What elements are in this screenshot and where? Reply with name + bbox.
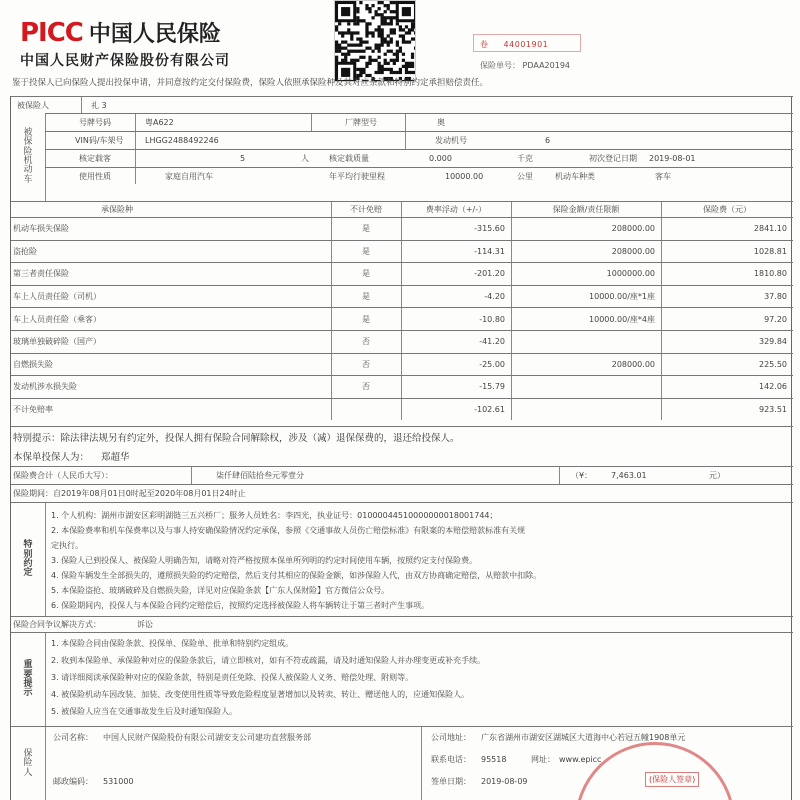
clause-line: 6. 保险期间内，投保人与本保险合同约定赔偿后，按照约定选择被保险人将车辆转让于第三者时产生事项。 [51,601,430,610]
vertical-label-char: 约 [23,559,33,569]
coverage-row [11,217,793,240]
dispute-row [11,616,793,632]
coverage-row [11,262,793,285]
clause-line: 1. 个人机构：湖州市湖安区彩明湖链三五兴桥厂；服务人员姓名：李四光，执业证号：01000044510000000018001744； [51,511,498,520]
tonnage-value: 0.000 [429,154,452,163]
coverage-amount [511,376,655,398]
coverage-rate: -114.31 [474,246,505,256]
plate-label: 号牌号码 [79,118,111,127]
coverage-row [11,240,793,263]
vin-label: VIN码/车架号 [75,136,124,145]
reg-date: 2019-08-01 [649,154,696,163]
logo-text: 中国人民保险 [88,22,221,47]
vertical-label-char: 被 [23,127,33,138]
coverage-rate: -315.60 [474,224,505,234]
clause-line: 2. 收到本保险单、承保险种对应的保险条款后，请立即核对，如有不符或疏漏，请及时通知保险人并办理变更或补充手续。 [51,656,486,665]
coverage-rate: -102.61 [474,405,505,415]
coverage-name: 自燃损失险 [13,359,53,369]
coverage-amount: 208000.00 [611,359,655,369]
coverage-deductible [331,399,401,421]
vertical-label-char: 动 [23,165,33,176]
coverage-rate: -10.80 [479,314,505,324]
coverage-premium: 329.84 [759,337,787,347]
vertical-label-char: 提 [23,679,33,689]
plate-value: 粤A622 [145,118,174,127]
coverage-amount: 10000.00/座*4座 [589,314,655,324]
vehicle-row-3 [45,149,793,167]
mileage-unit: 公里 [517,171,533,181]
reg-label: 初次登记日期 [589,154,637,163]
company-name: 中国人民财产保险股份有限公司 [20,53,230,69]
coverage-header-rate: 费率浮动（+/-） [425,205,487,214]
clause-line: 4. 保险车辆发生全部损失的，遵照损失险的约定赔偿，然后支付其相应的保险金额，如涉保险人代，由双方协商确定赔偿，从赔款中扣除。 [51,571,542,580]
policyholder-value: 郑超华 [101,452,130,463]
insurer-web: www.epicc [559,754,602,764]
insurer-sign-label: 签单日期： [431,776,471,786]
coverage-amount [511,399,655,421]
insurer-company-label: 公司名称： [53,732,93,742]
coverage-row [11,285,793,308]
coverage-name: 发动机涉水损失险 [13,382,77,392]
engine-value: 6 [545,136,551,145]
insured-row [11,96,793,113]
coverage-row [11,353,793,376]
coverage-deductible: 否 [362,382,370,392]
coverage-row [11,375,793,398]
insurer-label [11,727,45,800]
coverage-amount: 1000000.00 [606,269,655,279]
coverage-rate: -4.20 [484,292,505,302]
vertical-label-char: 险 [23,758,33,769]
vertical-label-char: 定 [23,568,33,579]
coverage-premium: 97.20 [764,314,787,324]
seats-unit: 人 [301,154,309,163]
vertical-label-char: 重 [23,660,33,671]
clause-line: 4. 被保险机动车因改装、加装、改变使用性质等导致危险程度显著增加以及转卖、转让、赠送他人的，应通知保险人。 [51,690,470,699]
important-tips-label [11,633,45,727]
logo-mark: PICC [20,18,83,48]
coverage-name: 机动车损失保险 [13,224,69,234]
insurance-period: 保险期间：自2019年08月01日0时起至2020年08月01日24时止 [13,489,246,498]
total-row [11,466,793,484]
coverage-premium: 225.50 [759,359,787,369]
insurer-phone: 95518 [481,754,507,764]
qr-code-icon [334,0,416,82]
coverage-header-deductible: 不计免赔 [350,205,382,214]
coverage-rate: -15.79 [479,382,505,392]
serial-number-box [473,34,581,52]
insured-label: 被保险人 [17,100,49,110]
vertical-label-char: 机 [23,156,33,166]
period-row [11,484,793,502]
insured-value: 礼 3 [91,100,107,110]
insurer-address-label: 公司地址： [431,732,471,742]
dispute-label: 保险合同争议解决方式： [13,620,101,629]
vertical-label-char: 保 [23,748,33,759]
coverage-name: 玻璃单独破碎险（国产） [13,337,101,347]
vehicle-row-2 [45,131,793,149]
vehicle-section-label [11,113,45,201]
vertical-label-char: 要 [23,669,33,680]
tonnage-unit: 千克 [517,154,533,163]
usage-label: 使用性质 [79,171,111,181]
serial-number: 44001901 [503,40,549,49]
insurer-address: 广东省湖州市湖安区湖城区大道海中心若冠五幢1908单元 [481,732,686,742]
usage-value: 家庭自用汽车 [165,171,213,181]
coverage-header-premium: 保险费（元） [703,205,751,214]
vin-value: LHGG2488492246 [145,136,219,145]
coverage-row [11,398,793,421]
clause-line: 2. 本保险费率和机车保费率以及与事人持安确保险情况约定承保，参照《交通事故人员伤亡赔偿标准》有限案的本赔偿赔款标准有关规 [51,526,526,535]
insurer-phone-label: 联系电话： [431,754,471,764]
policyholder-row [11,446,793,466]
coverage-row [11,307,793,330]
clause-line: 5. 被保险人应当在交通事故发生后及时通知保险人。 [51,707,238,716]
coverage-premium: 923.51 [759,405,787,415]
vertical-label-char: 人 [23,767,33,778]
coverage-name: 第三者责任保险 [13,269,69,279]
brand-label: 厂牌型号 [345,118,377,127]
coverage-premium: 2841.10 [753,224,787,234]
coverage-header-name: 承保险种 [101,205,133,214]
insurer-postal-label: 邮政编码： [53,776,93,786]
vehicle-row-1 [45,113,793,131]
coverage-premium: 37.80 [764,292,787,302]
clause-line: 1. 本保险合同由保险条款、投保单、保险单、批单和特别约定组成。 [51,639,294,648]
vertical-label-char: 险 [23,146,33,157]
insurer-sign-date: 2019-08-09 [481,776,528,786]
policy-notice: 鉴于投保人已向保险人提出投保申请，并同意按约定交付保险费，保险人依照承保险种及其对应条款和特别约定承担赔偿责任。 [12,78,489,88]
coverage-rate: -25.00 [479,359,505,369]
vertical-label-char: 特 [23,540,33,551]
seats-value: 5 [240,154,246,163]
policy-table [10,96,792,800]
coverage-name: 盗抢险 [13,246,37,256]
special-notice-row [11,426,793,446]
coverage-deductible: 否 [362,337,370,347]
insurer-web-label: 网址： [531,754,555,764]
coverage-header-row [11,201,793,217]
insurer-stamp-label: (保险人签章) [645,772,699,787]
coverage-premium: 142.06 [759,382,787,392]
insurer-company: 中国人民财产保险股份有限公司湖安支公司建功直营服务部 [103,732,311,742]
total-cn: 柒仟肆佰陆拾叁元零壹分 [216,471,304,480]
picc-logo [20,17,221,48]
coverage-rate: -201.20 [474,269,505,279]
special-terms-label [11,503,45,617]
vertical-label-char: 保 [23,137,33,148]
coverage-deductible: 否 [362,359,370,369]
total-label: 保险费合计（人民币大写）： [13,471,113,480]
mileage-value: 10000.00 [445,171,484,181]
coverage-deductible: 是 [362,314,370,324]
total-num: 7,463.01 [611,471,647,480]
type-value: 客车 [655,171,671,181]
insurer-postal: 531000 [103,776,134,786]
total-num-prefix: （¥： [571,471,593,480]
engine-label: 发动机号 [435,136,467,145]
special-notice: 特别提示：除法律法规另有约定外，投保人拥有保险合同解除权，涉及（减）退保保费的，退还给投保人。 [13,432,460,444]
coverage-name: 车上人员责任险（司机） [13,292,101,302]
serial-label: 卷 [480,40,489,49]
coverage-name: 车上人员责任险（乘客） [13,314,101,324]
coverage-header-amount: 保险金额/责任限额 [552,205,620,214]
coverage-premium: 1810.80 [753,269,787,279]
vertical-label-char: 别 [23,549,33,560]
clause-line: 3. 请详细阅读承保险种对应的保险条款，特别是责任免除、投保人被保险人义务、赔偿处理、附则等。 [51,673,414,682]
policyholder-label: 本保单投保人为： [13,452,90,463]
vertical-label-char: 车 [23,174,33,185]
coverage-name: 不计免赔率 [13,405,53,415]
coverage-amount: 208000.00 [611,224,655,234]
tonnage-label: 核定载质量 [329,154,369,163]
clause-line: 定执行。 [51,541,83,550]
coverage-deductible: 是 [362,246,370,256]
coverage-deductible: 是 [362,269,370,279]
coverage-deductible: 是 [362,292,370,302]
vertical-label-char: 示 [23,688,33,699]
clause-line: 5. 本保险盗抢、玻璃破碎及自燃损失险，详见对应保险条款【广东人保财险】官方微信公众号。 [51,586,390,595]
policy-number [480,60,570,71]
coverage-rate: -41.20 [479,337,505,347]
coverage-amount [511,331,655,353]
mileage-label: 年平均行驶里程 [329,171,385,181]
policy-number-label: 保险单号： [480,61,520,70]
brand-value: 奥 [437,118,445,127]
clause-line: 3. 保险人已到投保人、被保险人明确告知，请略对符严格按照本保单所列明的约定时间使用车辆，按照约定支付保险费。 [51,556,478,565]
type-label: 机动车种类 [555,171,595,181]
coverage-row [11,330,793,353]
vehicle-row-4 [45,167,793,184]
coverage-premium: 1028.81 [753,246,787,256]
coverage-amount: 10000.00/座*1座 [589,292,655,302]
total-num-suffix: 元） [709,471,725,480]
policy-number-value: PDAA20194 [522,61,571,70]
coverage-deductible: 是 [362,224,370,234]
dispute-value: 诉讼 [137,620,153,629]
coverage-amount: 208000.00 [611,246,655,256]
seats-label: 核定载客 [79,154,111,163]
